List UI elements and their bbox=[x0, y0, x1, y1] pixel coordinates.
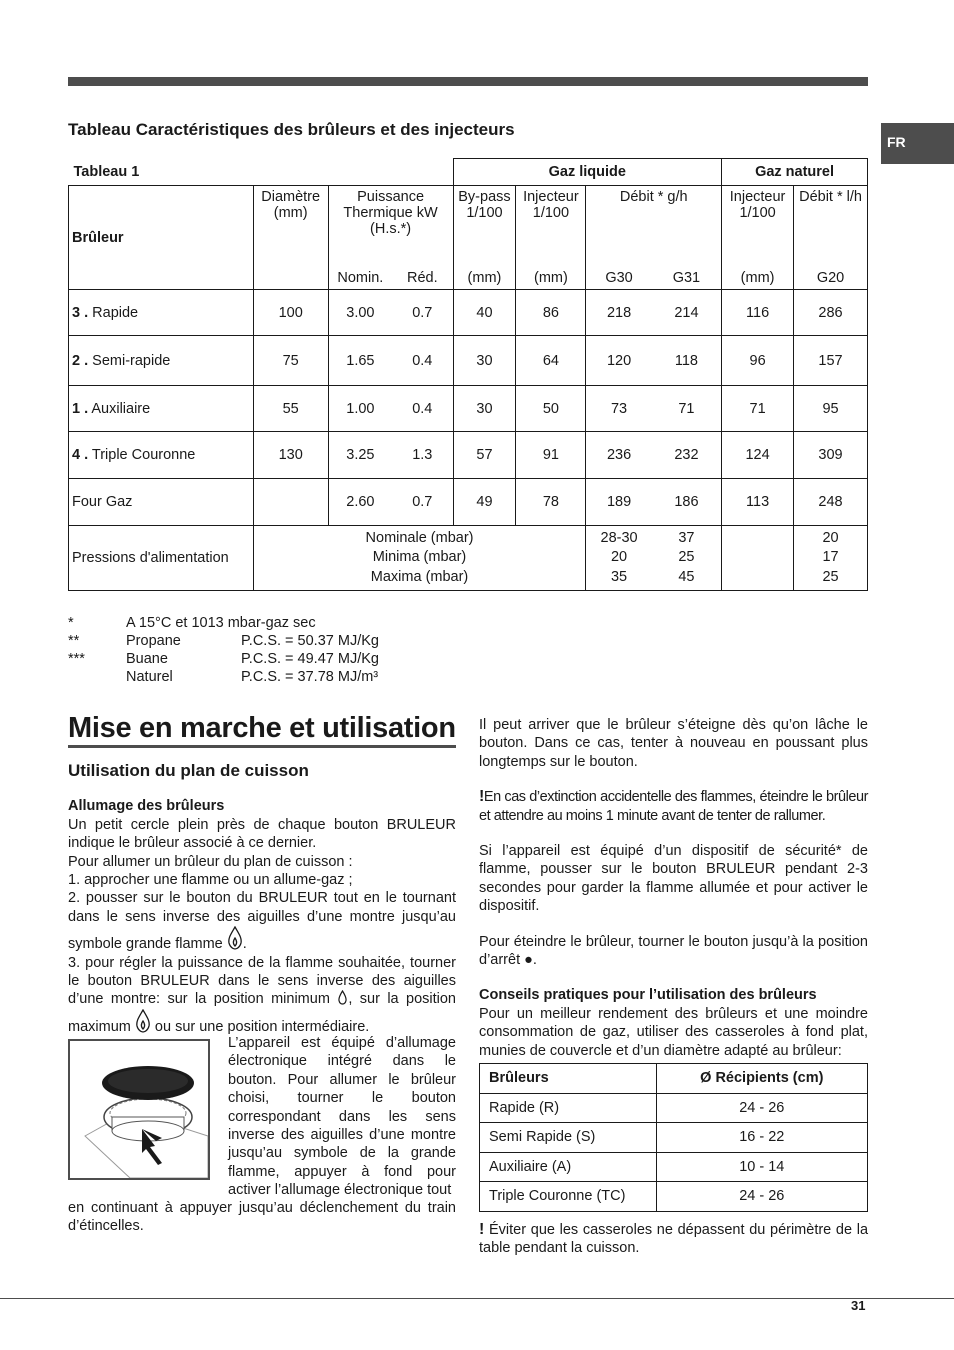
cell-red: 0.4 bbox=[392, 336, 453, 386]
subtitle: Utilisation du plan de cuisson bbox=[68, 761, 309, 780]
g20-maxima: 25 bbox=[822, 568, 839, 585]
small-flame-icon bbox=[337, 990, 348, 1005]
cell-g31: 232 bbox=[652, 432, 722, 479]
warning-mark: ! bbox=[479, 1221, 485, 1238]
g30-maxima: 35 bbox=[610, 568, 628, 585]
allumage-title: Allumage des brûleurs bbox=[68, 798, 225, 815]
ignition-text: L’appareil est équipé d’allumage électronique intégré dans le bouton. Pour allumer le brûleur choisi, tourner le bouton correspondant dans les sens inverse des aiguilles d’une montre jusqu’au symbole de la grande flamme, appuyer à fond pour activer l’allumage électronique tout bbox=[228, 1035, 456, 1199]
burner-number: 3 . bbox=[72, 304, 89, 321]
header-bruleur: Brûleur bbox=[69, 186, 254, 290]
burner-spec-table bbox=[68, 158, 868, 591]
g31-minima: 25 bbox=[678, 549, 695, 566]
cell-g30: 73 bbox=[586, 386, 652, 432]
pression-nominale: Nominale (mbar) bbox=[365, 529, 474, 546]
recipient-table bbox=[479, 1063, 868, 1212]
cell-red: 0.4 bbox=[392, 386, 453, 432]
cell-bypass: 40 bbox=[453, 290, 516, 336]
cell-nomin: 1.00 bbox=[328, 386, 392, 432]
burner-name: Rapide bbox=[92, 304, 139, 321]
g30-minima: 20 bbox=[610, 549, 628, 566]
cell-red: 0.7 bbox=[392, 290, 453, 336]
pression-minima: Minima (mbar) bbox=[372, 549, 467, 566]
burner-number: 4 . bbox=[72, 447, 89, 463]
language-tab: FR bbox=[881, 123, 954, 164]
conseils-title: Conseils pratiques pour l’utilisation des brûleurs bbox=[479, 987, 817, 1004]
off-position-dot: ●. bbox=[524, 952, 537, 969]
table-row: Triple Couronne (TC) 24 - 26 bbox=[480, 1182, 868, 1212]
burner-name: Semi-rapide bbox=[92, 352, 171, 369]
cell-g20: 95 bbox=[794, 386, 868, 432]
header-bruleurs: Brûleurs bbox=[480, 1064, 657, 1094]
cell-injecteur-naturel: 113 bbox=[722, 479, 794, 526]
header-puissance: Puissance Thermique kW (H.s.*) bbox=[328, 186, 453, 263]
burner-number: 1 . bbox=[72, 400, 89, 417]
cell-g20: 248 bbox=[794, 479, 868, 526]
burner-name: Triple Couronne bbox=[91, 447, 196, 463]
table-label: Tableau 1 bbox=[69, 159, 454, 186]
table-row bbox=[69, 336, 868, 386]
table-row bbox=[480, 1064, 868, 1094]
cell-g30: 120 bbox=[586, 336, 652, 386]
pressions-label: Pressions d'alimentation bbox=[69, 526, 254, 591]
section-title: Tableau Caractéristiques des brûleurs et des injecteurs bbox=[68, 120, 515, 139]
table-row bbox=[69, 386, 868, 432]
large-flame-icon bbox=[227, 926, 243, 950]
footnotes: * A 15°C et 1013 mbar-gaz sec ** Propane P.C.S. = 50.37 MJ/Kg *** Buane P.C.S. = 49.47 MJ/Kg Naturel P.C.S. = 37.78 MJ/m³ bbox=[68, 615, 379, 685]
top-rule bbox=[68, 77, 868, 86]
cell-g30: 189 bbox=[586, 479, 652, 526]
header-recipients: Ø Récipients (cm) bbox=[656, 1064, 867, 1094]
sub-g30: G30 bbox=[586, 263, 652, 290]
cell-diametre: 100 bbox=[253, 290, 328, 336]
g30-nominale: 28-30 bbox=[600, 529, 638, 546]
table-row bbox=[69, 432, 868, 479]
left-column: Utilisation du plan de cuisson Allumage des brûleurs Un petit cercle plein près de chaque bouton BRULEUR indique le brûleur associé à ce dernier. Pour allumer un brûleur du plan de cuisson : 1. approcher une flamme ou un allume-gaz ; 2. pousser sur le bouton du BRULEUR tout en le tournant dans le sens inverse des aiguilles d’une montre jusqu’au symbole grande flamme . 3. pour régler la puissance de la flamme souhaitée, tourner le bouton BRULEUR dans le sens inverse des aiguilles d’une montre: sur la position minimum , sur la position maximum ou sur une position intermédiaire. bbox=[68, 761, 456, 1035]
cell-injecteur: 91 bbox=[516, 432, 586, 479]
table-row bbox=[69, 479, 868, 526]
cell-diametre: 75 bbox=[253, 336, 328, 386]
cell-nomin: 2.60 bbox=[328, 479, 392, 526]
sub-mm-bypass: (mm) bbox=[453, 263, 516, 290]
cell-g31: 214 bbox=[652, 290, 722, 336]
cell-nomin: 3.25 bbox=[328, 432, 392, 479]
table-row: Semi Rapide (S) 16 - 22 bbox=[480, 1123, 868, 1153]
sub-g31: G31 bbox=[652, 263, 722, 290]
cell-red: 0.7 bbox=[392, 479, 453, 526]
g20-nominale: 20 bbox=[822, 529, 839, 546]
cell-diametre: 130 bbox=[253, 432, 328, 479]
sub-mm-naturel: (mm) bbox=[722, 263, 794, 290]
table-row: Rapide (R) 24 - 26 bbox=[480, 1093, 868, 1123]
sub-g20: G20 bbox=[794, 263, 868, 290]
warning-mark: ! bbox=[479, 788, 484, 806]
sub-red: Réd. bbox=[392, 263, 453, 290]
cell-injecteur-naturel: 116 bbox=[722, 290, 794, 336]
burner-knob-image bbox=[70, 1041, 208, 1178]
pressions-row bbox=[69, 526, 868, 591]
cell-injecteur: 64 bbox=[516, 336, 586, 386]
g31-maxima: 45 bbox=[678, 568, 695, 585]
cell-injecteur-naturel: 96 bbox=[722, 336, 794, 386]
sub-nomin: Nomin. bbox=[328, 263, 392, 290]
header-debit-gh: Débit * g/h bbox=[586, 186, 722, 263]
table-row bbox=[69, 290, 868, 336]
cell-diametre bbox=[253, 479, 328, 526]
right-column: Il peut arriver que le brûleur s’éteigne dès qu’on lâche le bouton. Dans ce cas, tenter à nouveau en poussant plus longtemps sur le bouton. !En cas d’extinction accidentelle des flammes, éteindre le brûleur et attendre au moins 1 minute avant de tenter de rallumer. Si l’appareil est équipé d’un dispositif de sécurité* de flamme, pousser sur le bouton BRULEUR pendant 2-3 secondes pour garder la flamme allumée et pour activer le dispositif. Pour éteindre le brûleur, tourner le bouton jusqu’à la position d’arrêt ●. Conseils pratiques pour l’utilisation des brûleurs Pour un meilleur rendement des brûleurs et une moindre consommation de gaz, utiliser des casseroles à fond plat, munies de couvercle et d’un diamètre adapté au brûleur: bbox=[479, 717, 868, 1059]
cell-nomin: 1.65 bbox=[328, 336, 392, 386]
cell-diametre: 55 bbox=[253, 386, 328, 432]
pression-maxima: Maxima (mbar) bbox=[370, 568, 469, 585]
cell-red: 1.3 bbox=[392, 432, 453, 479]
cell-injecteur: 50 bbox=[516, 386, 586, 432]
cell-bypass: 57 bbox=[453, 432, 516, 479]
table-row: Auxiliaire (A) 10 - 14 bbox=[480, 1152, 868, 1182]
header-injecteur: Injecteur 1/100 bbox=[516, 186, 586, 263]
g31-nominale: 37 bbox=[678, 529, 695, 546]
cell-injecteur-naturel: 71 bbox=[722, 386, 794, 432]
cell-g31: 71 bbox=[652, 386, 722, 432]
burner-name: Auxiliaire bbox=[91, 400, 151, 417]
large-flame-icon bbox=[135, 1009, 151, 1033]
header-diametre: Diamètre (mm) bbox=[253, 186, 328, 263]
cell-bypass: 30 bbox=[453, 386, 516, 432]
sub-mm-injecteur: (mm) bbox=[516, 263, 586, 290]
cell-g30: 236 bbox=[586, 432, 652, 479]
cell-g20: 309 bbox=[794, 432, 868, 479]
header-bypass: By-pass 1/100 bbox=[453, 186, 516, 263]
cell-g20: 286 bbox=[794, 290, 868, 336]
burner-number: 2 . bbox=[72, 352, 89, 369]
cell-g31: 118 bbox=[652, 336, 722, 386]
cell-injecteur: 78 bbox=[516, 479, 586, 526]
cell-bypass: 30 bbox=[453, 336, 516, 386]
cell-g30: 218 bbox=[586, 290, 652, 336]
cell-bypass: 49 bbox=[453, 479, 516, 526]
cell-g20: 157 bbox=[794, 336, 868, 386]
burner-ignition-illustration bbox=[68, 1039, 210, 1180]
bottom-rule bbox=[0, 1298, 954, 1299]
cell-injecteur: 86 bbox=[516, 290, 586, 336]
cell-g31: 186 bbox=[652, 479, 722, 526]
main-title: Mise en marche et utilisation bbox=[68, 712, 456, 748]
g20-minima: 17 bbox=[822, 549, 839, 566]
header-injecteur-naturel: Injecteur 1/100 bbox=[722, 186, 794, 263]
gaz-naturel-header: Gaz naturel bbox=[722, 159, 868, 186]
cell-injecteur-naturel: 124 bbox=[722, 432, 794, 479]
header-debit-lh: Débit * l/h bbox=[794, 186, 868, 263]
cell-nomin: 3.00 bbox=[328, 290, 392, 336]
gaz-liquide-header: Gaz liquide bbox=[453, 159, 722, 186]
burner-name: Four Gaz bbox=[72, 494, 133, 510]
page-number: 31 bbox=[851, 1298, 866, 1313]
